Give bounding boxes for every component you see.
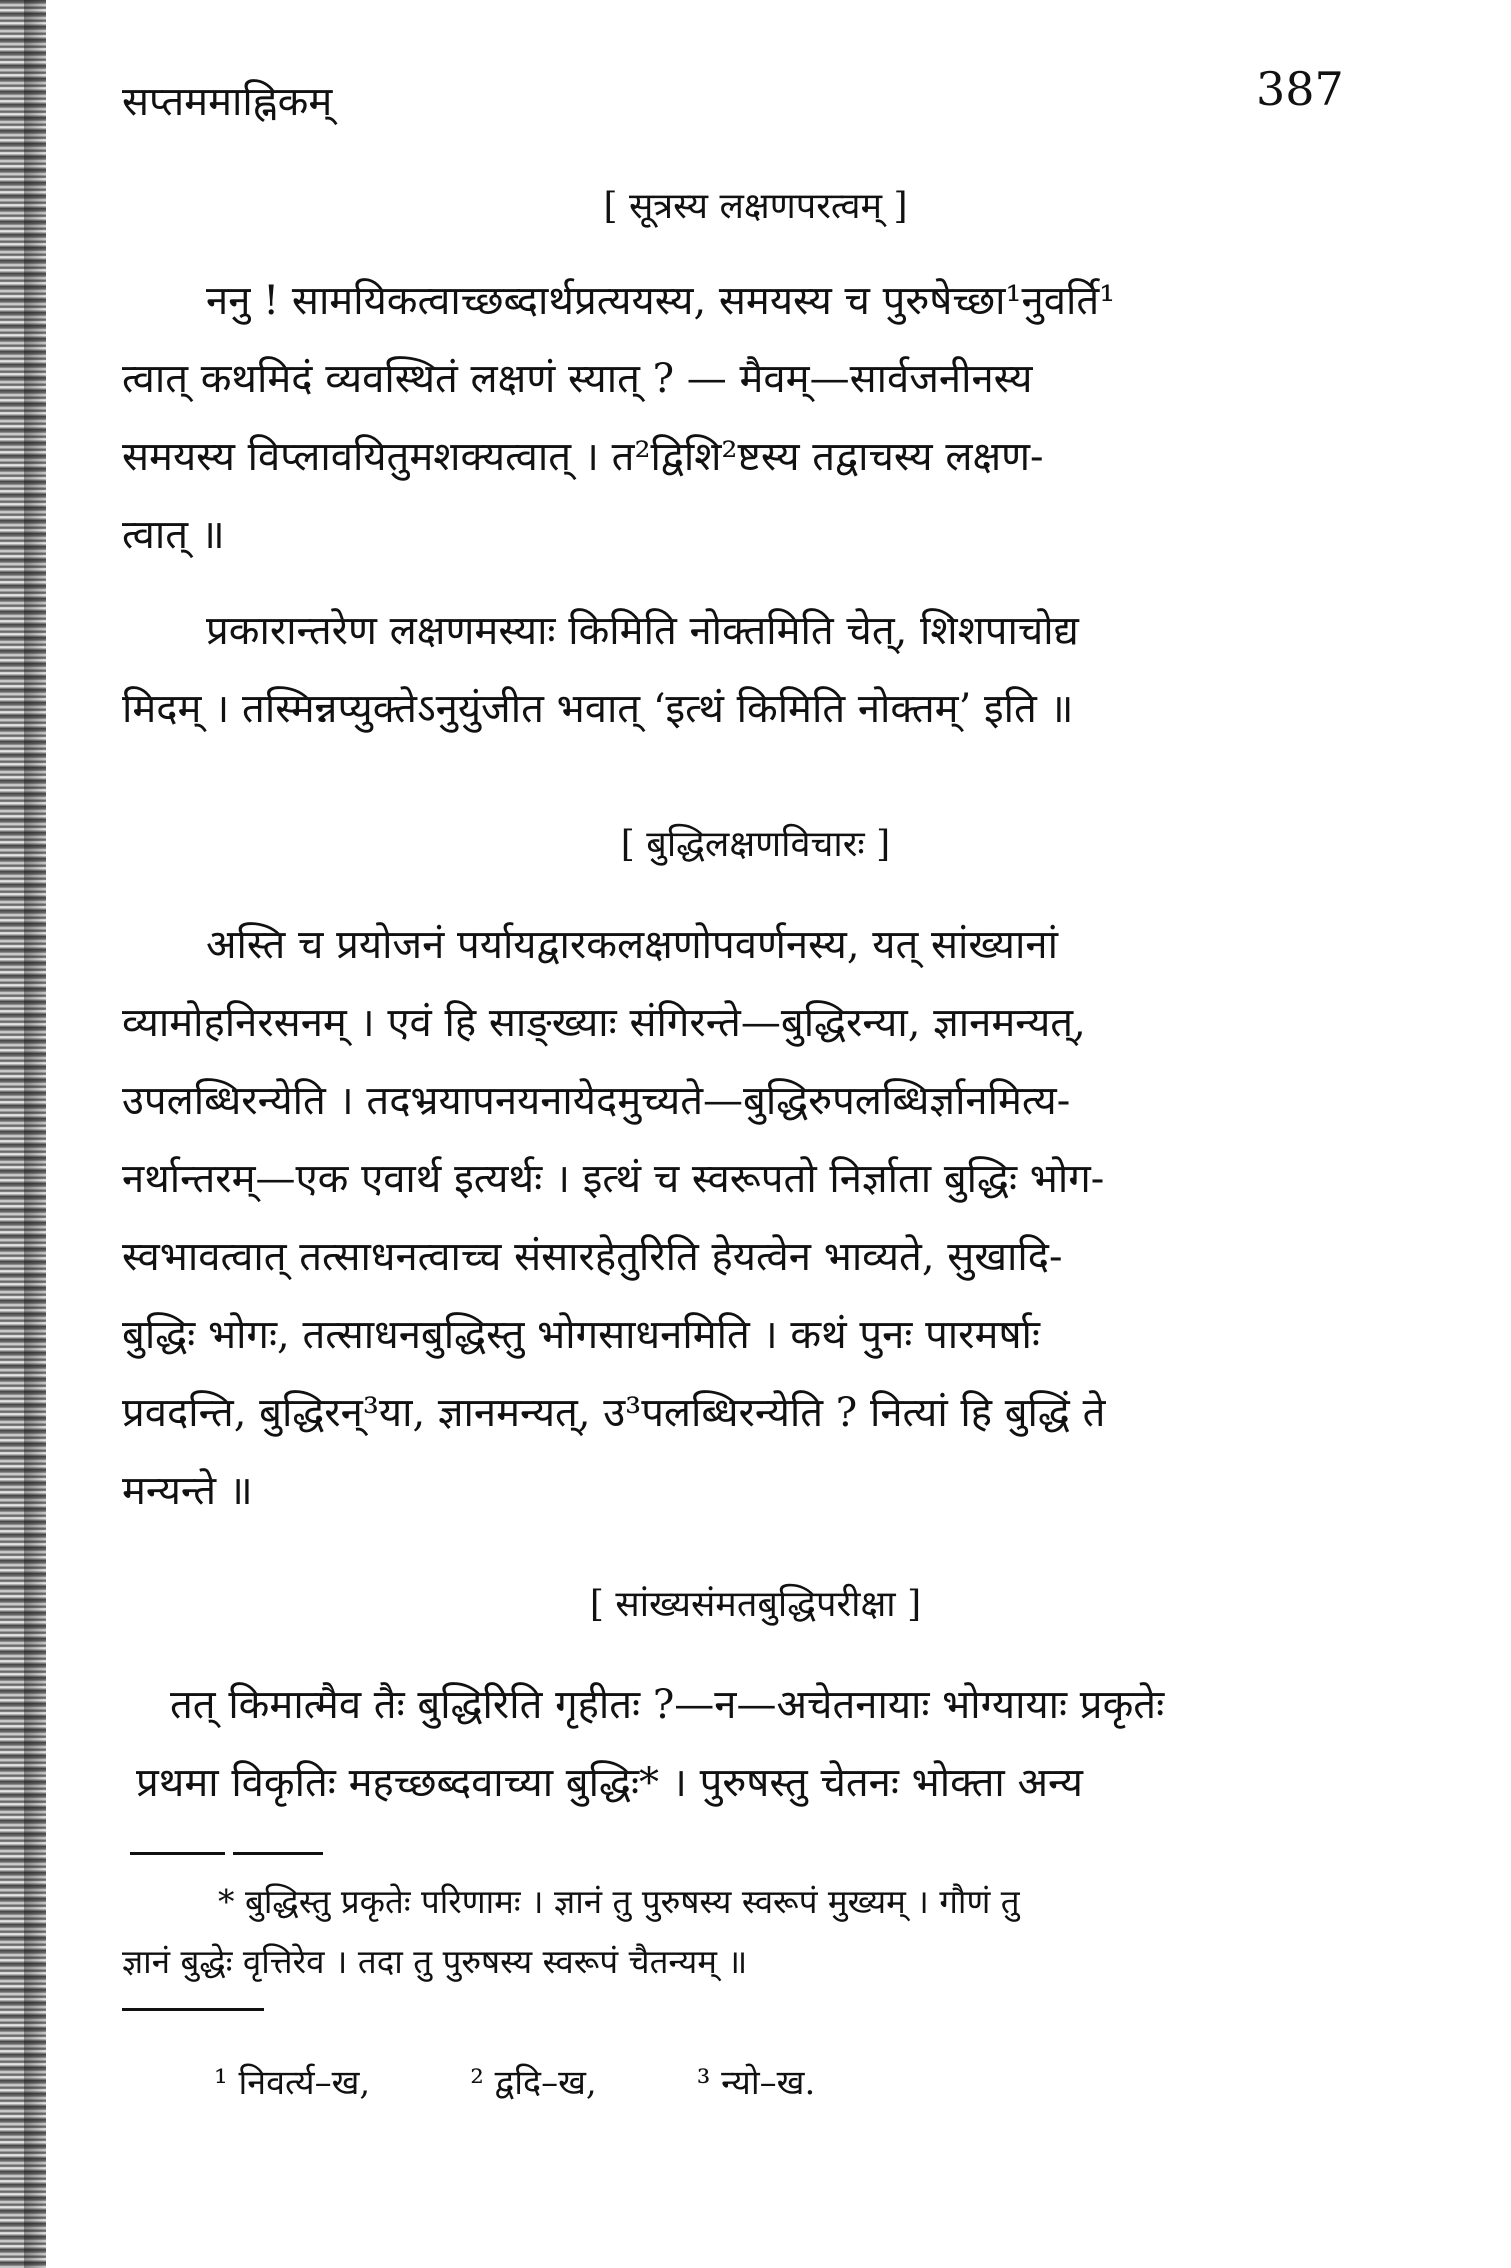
paragraph-3	[122, 906, 1362, 1530]
paragraph-line: ननु ! सामयिकत्वाच्छब्दार्थप्रत्ययस्य, समयस्य च पुरुषेच्छा¹नुवर्ति¹	[206, 278, 1116, 324]
paragraph-1	[122, 262, 1362, 574]
variant-reading: ³ न्यो–ख.	[696, 2063, 816, 2103]
variant-readings	[214, 2058, 815, 2104]
section-heading-3: [ सांख्यसंमतबुद्धिपरीक्षा ]	[589, 1584, 922, 1625]
footnote-line: ज्ञानं बुद्धेः वृत्तिरेव । तदा तु पुरुषस्य स्वरूपं चैतन्यम् ॥	[122, 1942, 748, 1981]
variants-rule	[122, 2008, 264, 2011]
variant-reading: ¹ निवर्त्य–ख,	[214, 2063, 371, 2103]
section-heading-1: [ सूत्रस्य लक्षणपरत्वम् ]	[603, 186, 908, 227]
footnote	[122, 1872, 1362, 1992]
paragraph-line: त्वात् ॥	[122, 512, 225, 558]
paragraph-line: स्वभावत्वात् तत्साधनत्वाच्च संसारहेतुरिति हेयत्वेन भाव्यते, सुखादि-	[122, 1234, 1063, 1280]
paragraph-line: प्रकारान्तरेण लक्षणमस्याः किमिति नोक्तमिति चेत्, शिशपाचोद्य	[206, 608, 1079, 654]
paragraph-2	[122, 592, 1362, 748]
footnote-rule-left	[130, 1852, 225, 1855]
paragraph-line: नर्थान्तरम्—एक एवार्थ इत्यर्थः । इत्थं च स्वरूपतो निर्ज्ञाता बुद्धिः भोग-	[122, 1156, 1105, 1202]
footnote-line: * बुद्धिस्तु प्रकृतेः परिणामः । ज्ञानं तु पुरुषस्य स्वरूपं मुख्यम् । गौणं तु	[218, 1882, 1020, 1921]
paragraph-line: समयस्य विप्लावयितुमशक्यत्वात् । त²द्विशि²ष्टस्य तद्वाचस्य लक्षण-	[122, 434, 1044, 480]
paragraph-line: तत् किमात्मैव तैः बुद्धिरिति गृहीतः ?—न—अचेतनायाः भोग्यायाः प्रकृतेः	[170, 1682, 1165, 1728]
paragraph-line: बुद्धिः भोगः, तत्साधनबुद्धिस्तु भोगसाधनमिति । कथं पुनः पारमर्षाः	[122, 1312, 1040, 1358]
page-edge-gradient	[24, 0, 46, 2268]
section-heading-2: [ बुद्धिलक्षणविचारः ]	[620, 824, 891, 865]
paragraph-line: त्वात् कथमिदं व्यवस्थितं लक्षणं स्यात् ? — मैवम्—सार्वजनीनस्य	[122, 356, 1033, 402]
paragraph-line: व्यामोहनिरसनम् । एवं हि साङ्ख्याः संगिरन्ते—बुद्धिरन्या, ज्ञानमन्यत्,	[122, 1000, 1086, 1046]
paragraph-line: प्रथमा विकृतिः महच्छब्दवाच्या बुद्धिः* । पुरुषस्तु चेतनः भोक्ता अन्य	[136, 1760, 1083, 1806]
paragraph-line: अस्ति च प्रयोजनं पर्यायद्वारकलक्षणोपवर्णनस्य, यत् सांख्यानां	[206, 922, 1058, 968]
running-head: सप्तममाह्निकम्	[122, 79, 333, 125]
paragraph-line: उपलब्धिरन्येति । तदभ्रयापनयनायेदमुच्यते—बुद्धिरुपलब्धिर्ज्ञानमित्य-	[122, 1078, 1071, 1124]
paragraph-4	[122, 1666, 1362, 1822]
variant-reading: ² द्वदि–ख,	[470, 2063, 597, 2103]
paragraph-line: मिदम् । तस्मिन्नप्युक्तेऽनुयुंजीत भवात् ‘इत्थं किमिति नोक्तम्’ इति ॥	[122, 686, 1074, 732]
footnote-rule-right	[233, 1852, 323, 1855]
page-number: 387	[1256, 62, 1344, 116]
paragraph-line: मन्यन्ते ॥	[122, 1468, 253, 1514]
paragraph-line: प्रवदन्ति, बुद्धिरन्³या, ज्ञानमन्यत्, उ³पलब्धिरन्येति ? नित्यां हि बुद्धिं ते	[122, 1390, 1106, 1436]
